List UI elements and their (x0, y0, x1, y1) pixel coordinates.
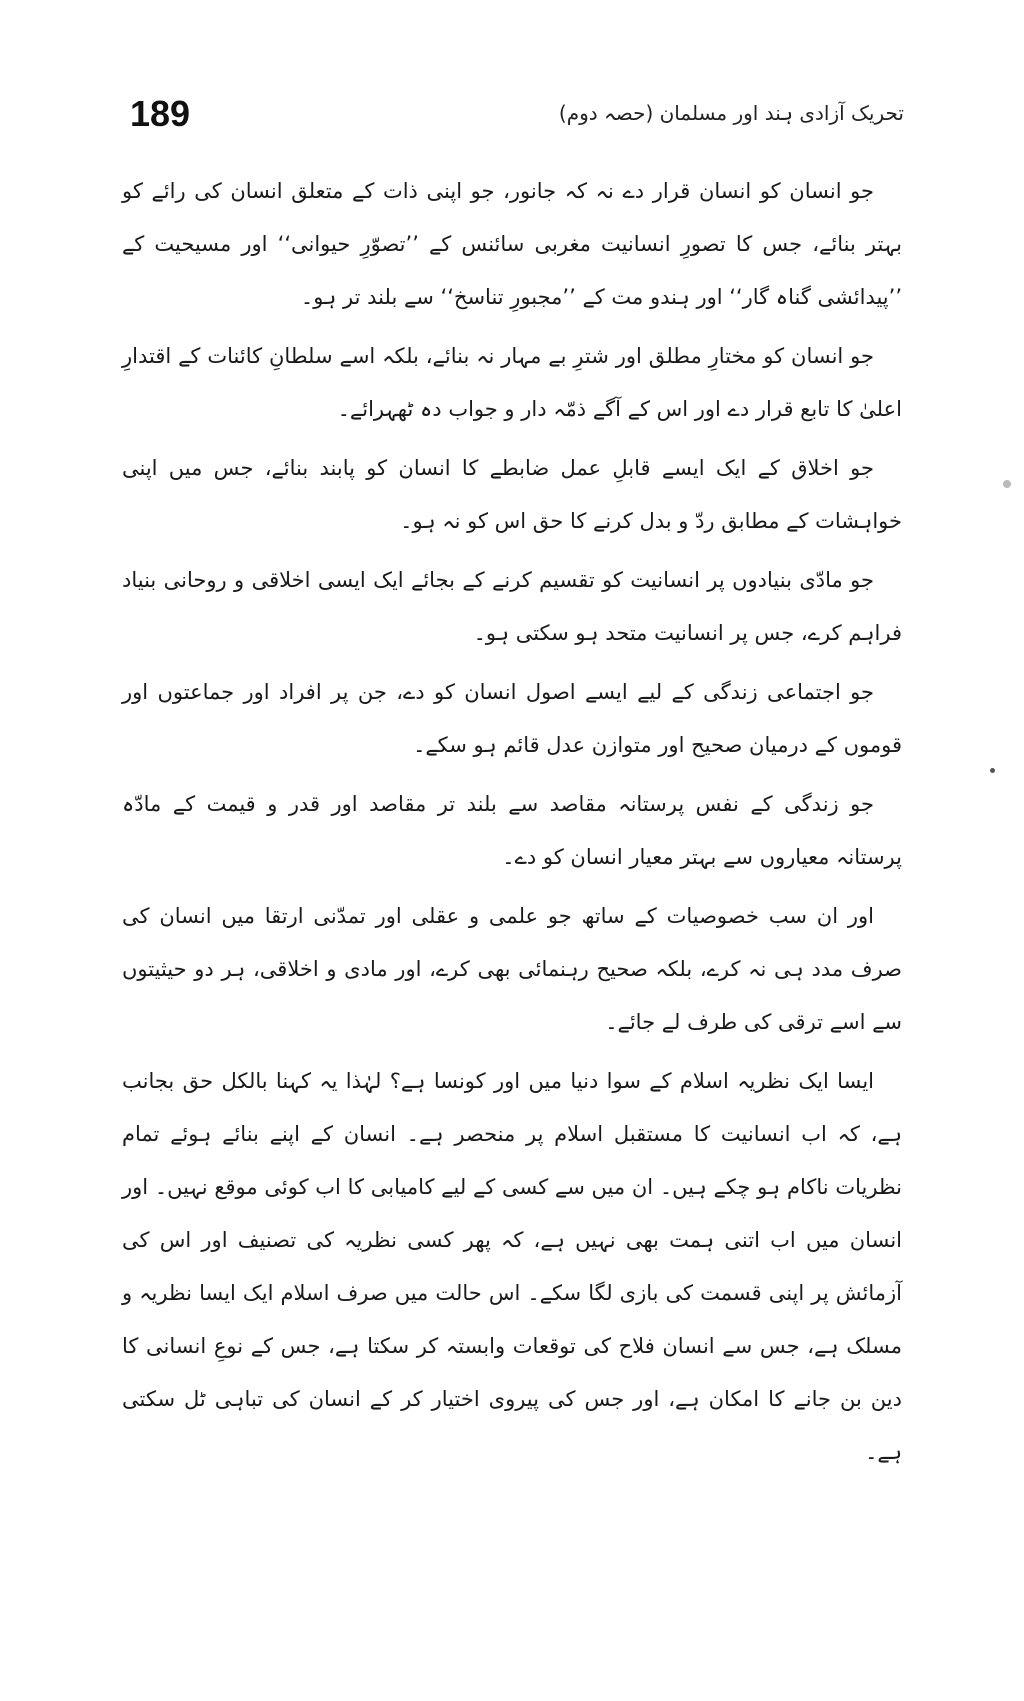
ink-speck (990, 768, 995, 773)
paragraph-2: جو انسان کو مختارِ مطلق اور شترِ بے مہار نہ بنائے، بلکہ اسے سلطانِ کائنات کے اقتدارِ اعلیٰ کا تابع قرار دے اور اس کے آگے ذمّہ دار و جواب دہ ٹھہرائے۔ (122, 344, 902, 421)
paragraph-3: جو اخلاق کے ایک ایسے قابلِ عمل ضابطے کا انسان کو پابند بنائے، جس میں اپنی خواہشات کے مطابق ردّ و بدل کرنے کا حق اس کو نہ ہو۔ (122, 456, 902, 533)
running-title: تحریک آزادی ہند اور مسلمان (حصہ دوم) (558, 101, 904, 125)
paragraph-5: جو اجتماعی زندگی کے لیے ایسے اصول انسان کو دے، جن پر افراد اور جماعتوں اور قوموں کے درمیان صحیح اور متوازن عدل قائم ہو سکے۔ (122, 680, 902, 757)
paragraph-1: جو انسان کو انسان قرار دے نہ کہ جانور، جو اپنی ذات کے متعلق انسان کی رائے کو بہتر بنائے، جس کا تصورِ انسانیت مغربی سائنس کے ’’تصوّرِ حیوانی‘‘ اور مسیحیت کے ’’پیدائشی گناہ گار‘‘ اور ہندو مت کے ’’مجبورِ تناسخ‘‘ سے بلند تر ہو۔ (122, 179, 902, 309)
paragraph-4: جو مادّی بنیادوں پر انسانیت کو تقسیم کرنے کے بجائے ایک ایسی اخلاقی و روحانی بنیاد فراہم کرے، جس پر انسانیت متحد ہو سکتی ہو۔ (122, 568, 902, 645)
page-body (122, 165, 902, 1479)
page-number: 189 (130, 93, 191, 134)
page-header (130, 92, 904, 142)
paragraph-8: ایسا ایک نظریہ اسلام کے سوا دنیا میں اور کونسا ہے؟ لہٰذا یہ کہنا بالکل حق بجانب ہے، کہ اب انسانیت کا مستقبل اسلام پر منحصر ہے۔ انسان کے اپنے بنائے ہوئے تمام نظریات ناکام ہو چکے ہیں۔ ان میں سے کسی کے لیے کامیابی کا اب کوئی موقع نہیں۔ اور انسان میں اب اتنی ہمت بھی نہیں ہے، کہ پھر کسی نظریہ کی تصنیف اور اس کی آزمائش پر اپنی قسمت کی بازی لگا سکے۔ اس حالت میں صرف اسلام ایک ایسا نظریہ و مسلک ہے، جس سے انسان فلاح کی توقعات وابستہ کر سکتا ہے، جس کے نوعِ انسانی کا دین بن جانے کا امکان ہے، اور جس کی پیروی اختیار کر کے انسان کی تباہی ٹل سکتی ہے۔ (122, 1069, 902, 1464)
paragraph-7: اور ان سب خصوصیات کے ساتھ جو علمی و عقلی اور تمدّنی ارتقا میں انسان کی صرف مدد ہی نہ کرے، بلکہ صحیح رہنمائی بھی کرے، اور مادی و اخلاقی، ہر دو حیثیتوں سے اسے ترقی کی طرف لے جائے۔ (122, 904, 902, 1034)
paragraph-6: جو زندگی کے نفس پرستانہ مقاصد سے بلند تر مقاصد اور قدر و قیمت کے مادّہ پرستانہ معیاروں سے بہتر معیار انسان کو دے۔ (122, 792, 902, 869)
ink-speck (1003, 480, 1011, 488)
